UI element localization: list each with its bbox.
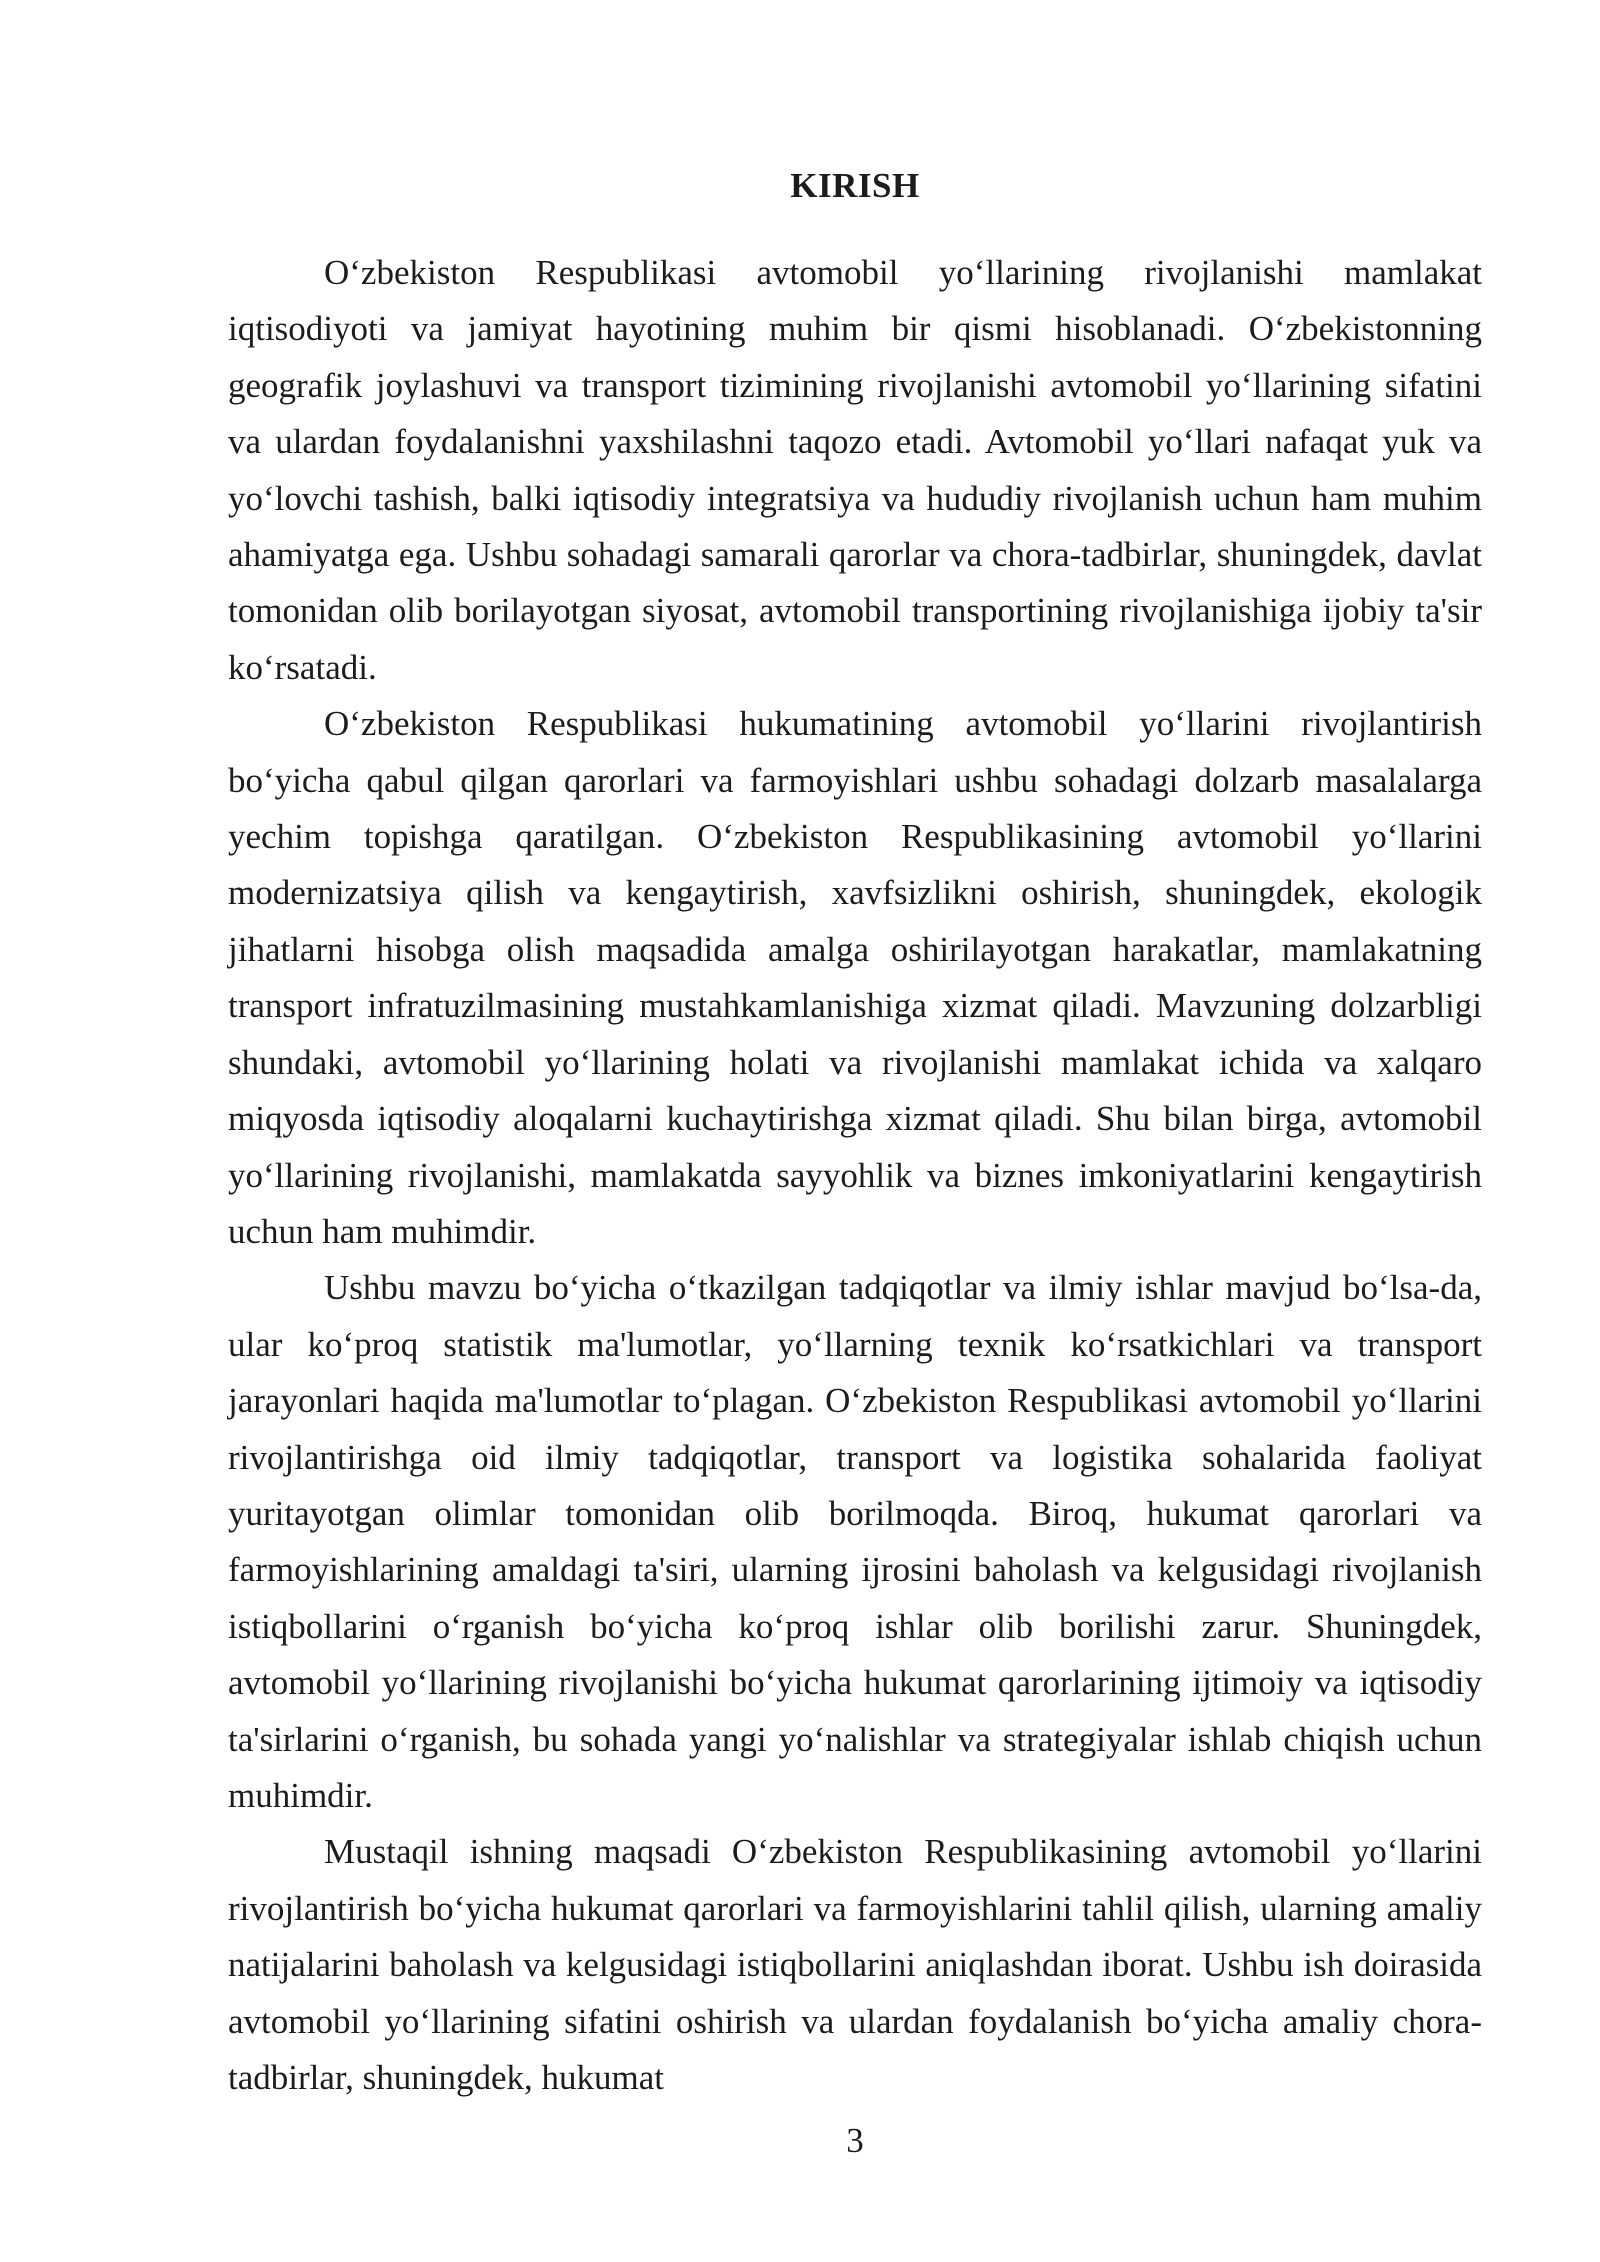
page-title: KIRISH	[790, 166, 920, 205]
paragraph-3: Ushbu mavzu bo‘yicha o‘tkazilgan tadqiqotlar va ilmiy ishlar mavjud bo‘lsa-da, ular ko‘proq statistik ma'lumotlar, yo‘llarning texnik ko‘rsatkichlari va transport jarayonlari haqida ma'lumotlar to‘plagan. O‘zbekiston Respublikasi avtomobil yo‘llarini rivojlantirishga oid ilmiy tadqiqotlar, transport va logistika sohalarida faoliyat yuritayotgan olimlar tomonidan olib borilmoqda. Biroq, hukumat qarorlari va farmoyishlarining amaldagi ta'siri, ularning ijrosini baholash va kelgusidagi rivojlanish istiqbollarini o‘rganish bo‘yicha ko‘proq ishlar olib borilishi zarur. Shuningdek, avtomobil yo‘llarining rivojlanishi bo‘yicha hukumat qarorlarining ijtimoiy va iqtisodiy ta'sirlarini o‘rganish, bu sohada yangi yo‘nalishlar va strategiyalar ishlab chiqish uchun muhimdir.	[228, 1268, 1482, 1815]
page-number: 3	[846, 2121, 864, 2160]
paragraph-4: Mustaqil ishning maqsadi O‘zbekiston Respublikasining avtomobil yo‘llarini rivojlantirish bo‘yicha hukumat qarorlari va farmoyishlarini tahlil qilish, ularning amaliy natijalarini baholash va kelgusidagi istiqbollarini aniqlashdan iborat. Ushbu ish doirasida avtomobil yo‘llarining sifatini oshirish va ulardan foydalanish bo‘yicha amaliy chora-tadbirlar, shuningdek, hukumat	[228, 1832, 1482, 2097]
paragraph-1: O‘zbekiston Respublikasi avtomobil yo‘llarining rivojlanishi mamlakat iqtisodiyoti va jamiyat hayotining muhim bir qismi hisoblanadi. O‘zbekistonning geografik joylashuvi va transport tizimining rivojlanishi avtomobil yo‘llarining sifatini va ulardan foydalanishni yaxshilashni taqozo etadi. Avtomobil yo‘llari nafaqat yuk va yo‘lovchi tashish, balki iqtisodiy integratsiya va hududiy rivojlanish uchun ham muhim ahamiyatga ega. Ushbu sohadagi samarali qarorlar va chora-tadbirlar, shuningdek, davlat tomonidan olib borilayotgan siyosat, avtomobil transportining rivojlanishiga ijobiy ta'sir ko‘rsatadi.	[228, 253, 1482, 687]
paragraph-2: O‘zbekiston Respublikasi hukumatining avtomobil yo‘llarini rivojlantirish bo‘yicha qabul qilgan qarorlari va farmoyishlari ushbu sohadagi dolzarb masalalarga yechim topishga qaratilgan. O‘zbekiston Respublikasining avtomobil yo‘llarini modernizatsiya qilish va kengaytirish, xavfsizlikni oshirish, shuningdek, ekologik jihatlarni hisobga olish maqsadida amalga oshirilayotgan harakatlar, mamlakatning transport infratuzilmasining mustahkamlanishiga xizmat qiladi. Mavzuning dolzarbligi shundaki, avtomobil yo‘llarining holati va rivojlanishi mamlakat ichida va xalqaro miqyosda iqtisodiy aloqalarni kuchaytirishga xizmat qiladi. Shu bilan birga, avtomobil yo‘llarining rivojlanishi, mamlakatda sayyohlik va biznes imkoniyatlarini kengaytirish uchun ham muhimdir.	[228, 704, 1482, 1251]
body-text	[228, 245, 1482, 2106]
